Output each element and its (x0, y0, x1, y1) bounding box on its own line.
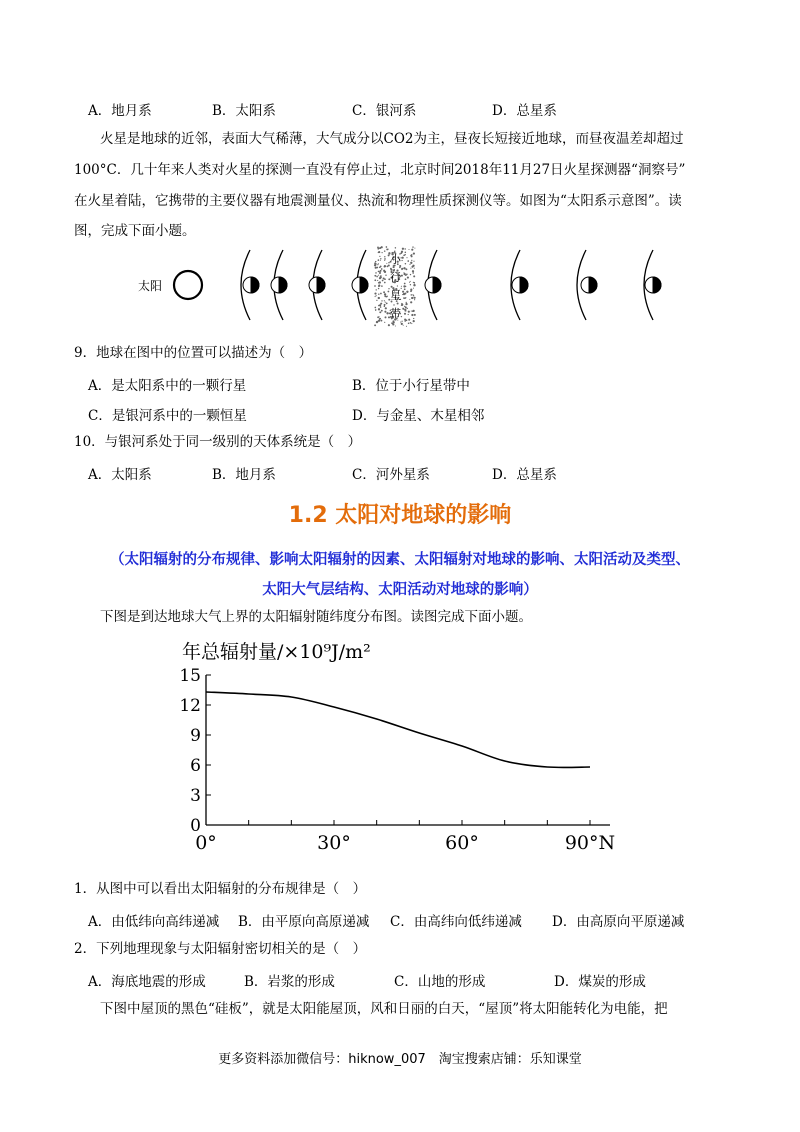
asteroid-dot (402, 294, 403, 295)
section-title: 1.2 太阳对地球的影响 (288, 503, 512, 528)
asteroid-dot (413, 261, 414, 262)
asteroid-dot (414, 299, 415, 300)
svg-text:带: 带 (390, 307, 401, 320)
asteroid-dot (384, 250, 386, 252)
asteroid-dot (412, 270, 414, 272)
asteroid-dot (414, 248, 415, 249)
y-tick-label: 15 (179, 666, 201, 686)
asteroid-dot (406, 291, 408, 293)
asteroid-dot (384, 282, 386, 284)
q9-option-b: B．位于小行星带中 (352, 378, 470, 394)
q2-option-b: B．岩浆的形成 (244, 974, 335, 990)
asteroid-dot (378, 251, 380, 253)
svg-text:行: 行 (390, 271, 401, 284)
asteroid-dot (384, 322, 385, 323)
svg-text:小: 小 (390, 253, 401, 266)
asteroid-dot (388, 324, 390, 326)
asteroid-dot (405, 268, 407, 270)
asteroid-dot (409, 264, 410, 265)
asteroid-dot (378, 297, 380, 299)
asteroid-dot (405, 303, 407, 305)
asteroid-dot (381, 285, 383, 287)
asteroid-dot (410, 268, 411, 269)
q9-option-c: C．是银河系中的一颗恒星 (88, 408, 247, 424)
asteroid-dot (384, 278, 386, 280)
asteroid-dot (386, 246, 388, 248)
asteroid-dot (410, 289, 412, 291)
asteroid-dot (413, 288, 414, 289)
q2-option-d: D．煤炭的形成 (554, 974, 646, 990)
asteroid-dot (384, 260, 385, 261)
asteroid-dot (411, 260, 412, 261)
svg-text:星: 星 (390, 289, 401, 302)
asteroid-dot (383, 278, 384, 279)
asteroid-dot (376, 289, 377, 290)
asteroid-dot (413, 275, 415, 277)
passage-line: 图，完成下面小题。 (74, 223, 196, 239)
q1-stem: 1．从图中可以看出太阳辐射的分布规律是（ ） (74, 881, 367, 897)
q2-option-c: C．山地的形成 (394, 974, 486, 990)
asteroid-dot (404, 319, 406, 321)
asteroid-dot (412, 310, 414, 312)
y-tick-label: 6 (190, 756, 201, 776)
q10-option-d: D．总星系 (492, 467, 557, 483)
asteroid-dot (401, 275, 403, 277)
x-tick-label: 90°N (564, 832, 616, 854)
asteroid-dot (411, 249, 413, 251)
asteroid-dot (414, 314, 416, 316)
chart-ylabel: 年总辐射量/×10⁹J/m² (182, 641, 371, 663)
asteroid-dot (380, 266, 382, 268)
asteroid-dot (383, 291, 385, 293)
asteroid-dot (381, 252, 382, 253)
asteroid-dot (378, 285, 380, 287)
asteroid-dot (410, 322, 412, 324)
asteroid-dot (411, 314, 413, 316)
asteroid-dot (384, 304, 386, 306)
asteroid-dot (402, 257, 404, 259)
asteroid-dot (412, 272, 414, 274)
q1-option-b: B．由平原向高原递减 (238, 914, 370, 930)
asteroid-dot (377, 280, 378, 281)
asteroid-dot (408, 319, 410, 321)
asteroid-dot (410, 274, 411, 275)
asteroid-dot (404, 248, 405, 249)
asteroid-dot (404, 283, 406, 285)
asteroid-dot (401, 268, 403, 270)
asteroid-dot (401, 323, 403, 325)
chart-intro: 下图是到达地球大气上界的太阳辐射随纬度分布图。读图完成下面小题。 (100, 609, 532, 625)
asteroid-dot (405, 274, 406, 275)
asteroid-dot (380, 320, 382, 322)
asteroid-dot (387, 266, 389, 268)
x-tick-label: 30° (317, 832, 351, 854)
asteroid-dot (378, 308, 380, 310)
asteroid-dot (408, 249, 409, 250)
asteroid-dot (397, 285, 398, 286)
asteroid-dot (384, 258, 386, 260)
asteroid-dot (401, 305, 402, 306)
asteroid-dot (403, 272, 404, 273)
asteroid-dot (410, 284, 411, 285)
asteroid-dot (375, 261, 376, 262)
asteroid-dot (407, 261, 408, 262)
q10-option-a: A．太阳系 (88, 467, 152, 483)
asteroid-dot (404, 254, 405, 255)
option-c: C．银河系 (352, 103, 417, 119)
asteroid-dot (374, 279, 376, 281)
asteroid-dot (379, 311, 381, 313)
asteroid-dot (408, 314, 409, 315)
asteroid-dot (402, 308, 404, 310)
asteroid-dot (386, 296, 388, 298)
asteroid-dot (380, 293, 382, 295)
asteroid-dot (380, 318, 381, 319)
asteroid-dot (375, 263, 376, 264)
asteroid-dot (405, 310, 407, 312)
asteroid-dot (378, 282, 380, 284)
y-tick-label: 0 (190, 816, 201, 836)
asteroid-dot (380, 260, 381, 261)
asteroid-dot (381, 300, 382, 301)
asteroid-dot (403, 267, 405, 269)
asteroid-dot (395, 325, 396, 326)
asteroid-dot (374, 285, 376, 287)
y-tick-label: 9 (190, 726, 201, 746)
asteroid-dot (404, 288, 406, 290)
q10-option-b: B．地月系 (212, 467, 276, 483)
asteroid-dot (380, 258, 381, 259)
asteroid-dot (402, 248, 404, 250)
asteroid-dot (385, 307, 387, 309)
asteroid-dot (391, 322, 393, 324)
asteroid-dot (393, 304, 394, 305)
asteroid-dot (374, 324, 376, 326)
asteroid-dot (405, 297, 406, 298)
x-tick-label: 60° (445, 832, 479, 854)
asteroid-dot (403, 285, 405, 287)
asteroid-dot (394, 269, 395, 270)
passage2: 下图中屋顶的黑色“硅板”，就是太阳能屋顶，风和日丽的白天，“屋顶”将太阳能转化为电能，把 (100, 1001, 668, 1017)
asteroid-dot (385, 316, 387, 318)
asteroid-dot (410, 281, 411, 282)
asteroid-dot (376, 295, 377, 296)
asteroid-dot (374, 293, 376, 295)
asteroid-dot (402, 291, 404, 293)
asteroid-dot (403, 325, 404, 326)
asteroid-dot (384, 266, 386, 268)
asteroid-dot (411, 255, 413, 257)
asteroid-dot (374, 275, 376, 277)
asteroid-dot (380, 306, 381, 307)
asteroid-dot (411, 266, 413, 268)
asteroid-dot (381, 268, 383, 270)
asteroid-dot (386, 312, 388, 314)
asteroid-dot (397, 303, 399, 305)
asteroid-dot (404, 306, 405, 307)
passage-line: 100°C．几十年来人类对火星的探测一直没有停止过，北京时间2018年11月27日火星探测器“洞察号” (74, 162, 686, 178)
passage-line: 在火星着陆，它携带的主要仪器有地震测量仪、热流和物理性质探测仪等。如图为“太阳系示意图”。读 (74, 193, 682, 209)
asteroid-dot (413, 318, 414, 319)
q2-stem: 2．下列地理现象与太阳辐射密切相关的是（ ） (74, 941, 367, 957)
asteroid-dot (375, 296, 376, 297)
asteroid-dot (388, 249, 389, 250)
asteroid-dot (405, 278, 407, 280)
q1-option-a: A．由低纬向高纬递减 (88, 914, 220, 930)
asteroid-dot (378, 320, 380, 322)
radiation-chart (170, 635, 640, 865)
q9-stem: 9．地球在图中的位置可以描述为（ ） (74, 345, 313, 361)
asteroid-dot (410, 301, 412, 303)
footer: 更多资料添加微信号：hiknow_007 淘宝搜索店铺：乐知课堂 (218, 1052, 582, 1067)
asteroid-dot (384, 311, 386, 313)
asteroid-dot (375, 310, 376, 311)
asteroid-dot (400, 322, 401, 323)
asteroid-dot (384, 293, 386, 295)
asteroid-dot (412, 294, 413, 295)
asteroid-dot (404, 313, 406, 315)
asteroid-dot (406, 274, 408, 276)
asteroid-dot (411, 254, 412, 255)
planets (243, 277, 661, 293)
q1-option-d: D．由高原向平原递减 (552, 914, 685, 930)
asteroid-dot (410, 262, 412, 264)
asteroid-dot (376, 276, 378, 278)
asteroid-dot (378, 288, 379, 289)
asteroid-dot (413, 253, 415, 255)
asteroid-dot (409, 299, 410, 300)
asteroid-dot (414, 297, 416, 299)
sun-icon (174, 271, 202, 299)
asteroid-dot (378, 259, 380, 261)
asteroid-dot (384, 300, 385, 301)
x-tick-label: 0° (195, 832, 217, 854)
asteroid-dot (374, 307, 376, 309)
passage-line: 火星是地球的近邻，表面大气稀薄，大气成分以CO2为主，昼夜长短接近地球，而昼夜温差却超过 (100, 131, 684, 147)
q2-option-a: A．海底地震的形成 (88, 974, 206, 990)
asteroid-dot (393, 266, 395, 268)
option-b: B．太阳系 (212, 103, 276, 119)
asteroid-dot (401, 321, 402, 322)
q9-option-d: D．与金星、木星相邻 (352, 408, 485, 424)
asteroid-dot (411, 297, 413, 299)
option-a: A．地月系 (88, 103, 152, 119)
asteroid-dot (385, 302, 386, 303)
asteroid-dot (385, 274, 386, 275)
sun-label: 太阳 (138, 279, 163, 293)
option-d: D．总星系 (492, 103, 557, 119)
asteroid-dot (377, 264, 378, 265)
asteroid-dot (401, 286, 402, 287)
asteroid-dot (406, 326, 407, 327)
asteroid-dot (411, 311, 412, 312)
asteroid-dot (407, 277, 409, 279)
asteroid-dot (412, 246, 413, 247)
asteroid-dot (408, 323, 410, 325)
asteroid-dot (386, 263, 387, 264)
asteroid-dot (411, 294, 413, 296)
asteroid-dot (378, 305, 379, 306)
asteroid-dot (377, 247, 379, 249)
asteroid-dot (380, 270, 382, 272)
solar-system-diagram (120, 245, 680, 330)
asteroid-dot (401, 260, 402, 261)
asteroid-dot (405, 309, 406, 310)
asteroid-dot (395, 247, 396, 248)
asteroid-dot (385, 296, 386, 297)
asteroid-dot (392, 320, 394, 322)
asteroid-dot (413, 320, 415, 322)
series-line (206, 692, 590, 767)
asteroid-dot (405, 263, 406, 264)
asteroid-dot (405, 252, 407, 254)
asteroid-dot (414, 283, 415, 284)
asteroid-dot (406, 302, 407, 303)
asteroid-dot (404, 293, 406, 295)
asteroid-dot (406, 257, 407, 258)
asteroid-dot (382, 280, 384, 282)
asteroid-dot (378, 293, 379, 294)
asteroid-dot (411, 323, 412, 324)
section-topics-line2: 太阳大气层结构、太阳活动对地球的影响） (262, 582, 538, 598)
asteroid-dot (380, 275, 381, 276)
asteroid-dot (401, 251, 403, 253)
asteroid-dot (378, 275, 379, 276)
y-tick-label: 12 (179, 696, 201, 716)
asteroid-dot (408, 311, 410, 313)
asteroid-dot (391, 286, 393, 288)
q10-option-c: C．河外星系 (352, 467, 430, 483)
asteroid-dot (414, 268, 415, 269)
asteroid-dot (379, 256, 380, 257)
q10-stem: 10．与银河系处于同一级别的天体系统是（ ） (74, 434, 362, 450)
q9-option-a: A．是太阳系中的一颗行星 (88, 378, 247, 394)
asteroid-dot (384, 271, 386, 273)
asteroid-dot (381, 310, 383, 312)
asteroid-dot (403, 297, 404, 298)
asteroid-dot (378, 316, 379, 317)
section-topics-line1: （太阳辐射的分布规律、影响太阳辐射的因素、太阳辐射对地球的影响、太阳活动及类型、 (110, 552, 690, 568)
asteroid-dot (407, 308, 408, 309)
y-tick-label: 3 (190, 786, 201, 806)
q1-option-c: C．由高纬向低纬递减 (390, 914, 522, 930)
asteroid-dot (379, 248, 380, 249)
asteroid-dot (384, 256, 385, 257)
asteroid-dot (375, 267, 377, 269)
asteroid-dot (390, 268, 392, 270)
asteroid-dot (413, 282, 414, 283)
asteroid-dot (386, 303, 388, 305)
asteroid-dot (376, 300, 377, 301)
asteroid-dot (375, 272, 377, 274)
